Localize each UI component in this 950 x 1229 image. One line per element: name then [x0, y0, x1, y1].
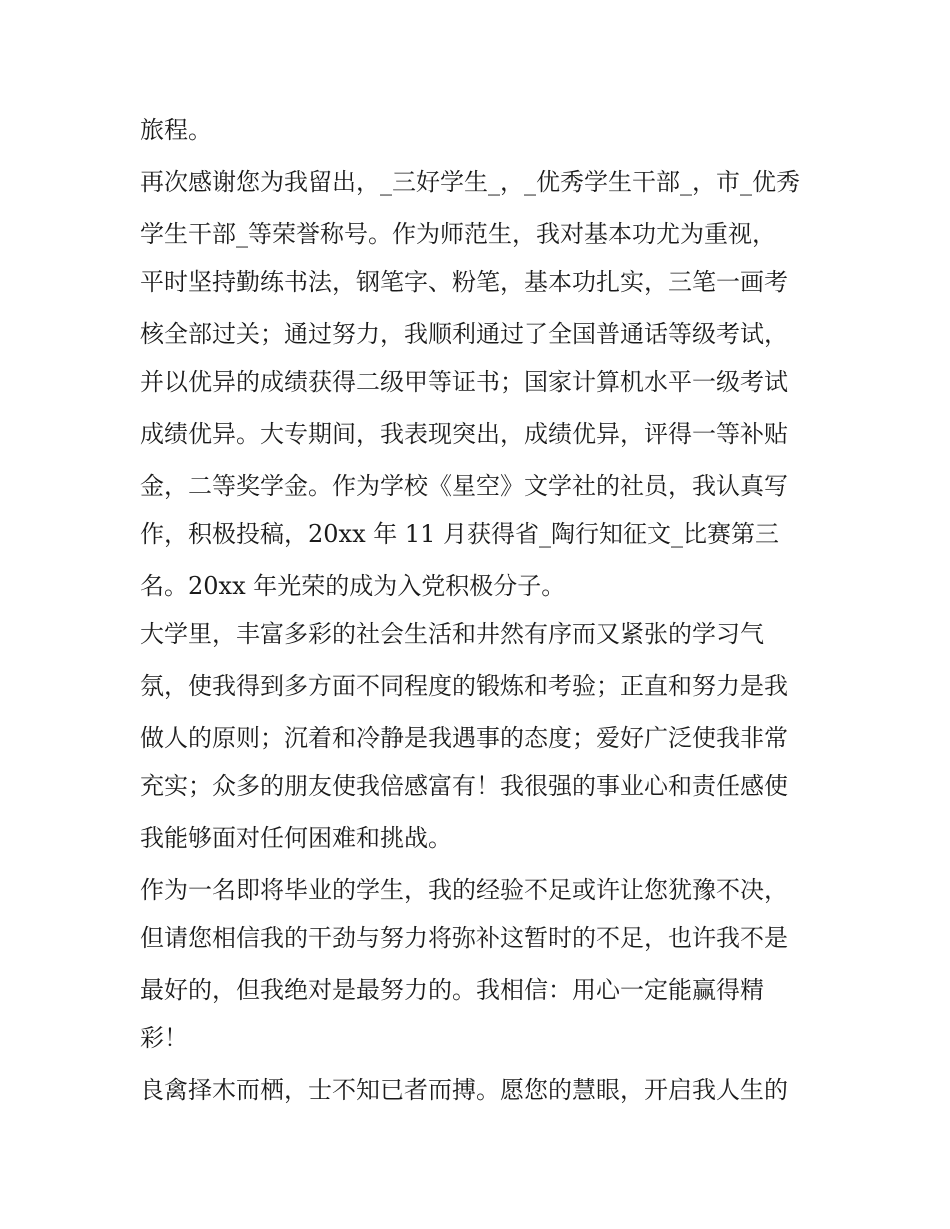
text-line: 并以优异的成绩获得二级甲等证书；国家计算机水平一级考试 — [140, 368, 788, 396]
text-line: 名。20xx 年光荣的成为入党积极分子。 — [140, 572, 566, 600]
text-line: 金，二等奖学金。作为学校《星空》文学社的社员，我认真写 — [140, 472, 788, 500]
text-line: 作，积极投稿，20xx 年 11 月获得省_陶行知征文_比赛第三 — [140, 520, 780, 548]
text-line: 核全部过关；通过努力，我顺利通过了全国普通话等级考试， — [140, 320, 788, 348]
text-line: 大学里，丰富多彩的社会生活和井然有序而又紧张的学习气 — [140, 620, 764, 648]
text-line: 做人的原则；沉着和冷静是我遇事的态度；爱好广泛使我非常 — [140, 724, 788, 752]
text-line: 旅程。 — [140, 116, 212, 144]
text-line: 平时坚持勤练书法，钢笔字、粉笔，基本功扎实，三笔一画考 — [140, 268, 788, 296]
text-line: 氛，使我得到多方面不同程度的锻炼和考验；正直和努力是我 — [140, 672, 788, 700]
text-line: 彩！ — [140, 1024, 188, 1052]
text-line: 最好的，但我绝对是最努力的。我相信：用心一定能赢得精 — [140, 976, 764, 1004]
text-line: 作为一名即将毕业的学生，我的经验不足或许让您犹豫不决， — [140, 876, 788, 904]
text-line: 我能够面对任何困难和挑战。 — [140, 824, 452, 852]
text-line: 充实；众多的朋友使我倍感富有！我很强的事业心和责任感使 — [140, 772, 788, 800]
text-line: 成绩优异。大专期间，我表现突出，成绩优异，评得一等补贴 — [140, 420, 788, 448]
text-line: 但请您相信我的干劲与努力将弥补这暂时的不足，也许我不是 — [140, 924, 788, 952]
text-line: 再次感谢您为我留出，_三好学生_，_优秀学生干部_，市_优秀 — [140, 168, 800, 196]
text-line: 良禽择木而栖，士不知已者而搏。愿您的慧眼，开启我人生的 — [140, 1076, 788, 1104]
text-line: 学生干部_等荣誉称号。作为师范生，我对基本功尤为重视， — [140, 220, 776, 248]
